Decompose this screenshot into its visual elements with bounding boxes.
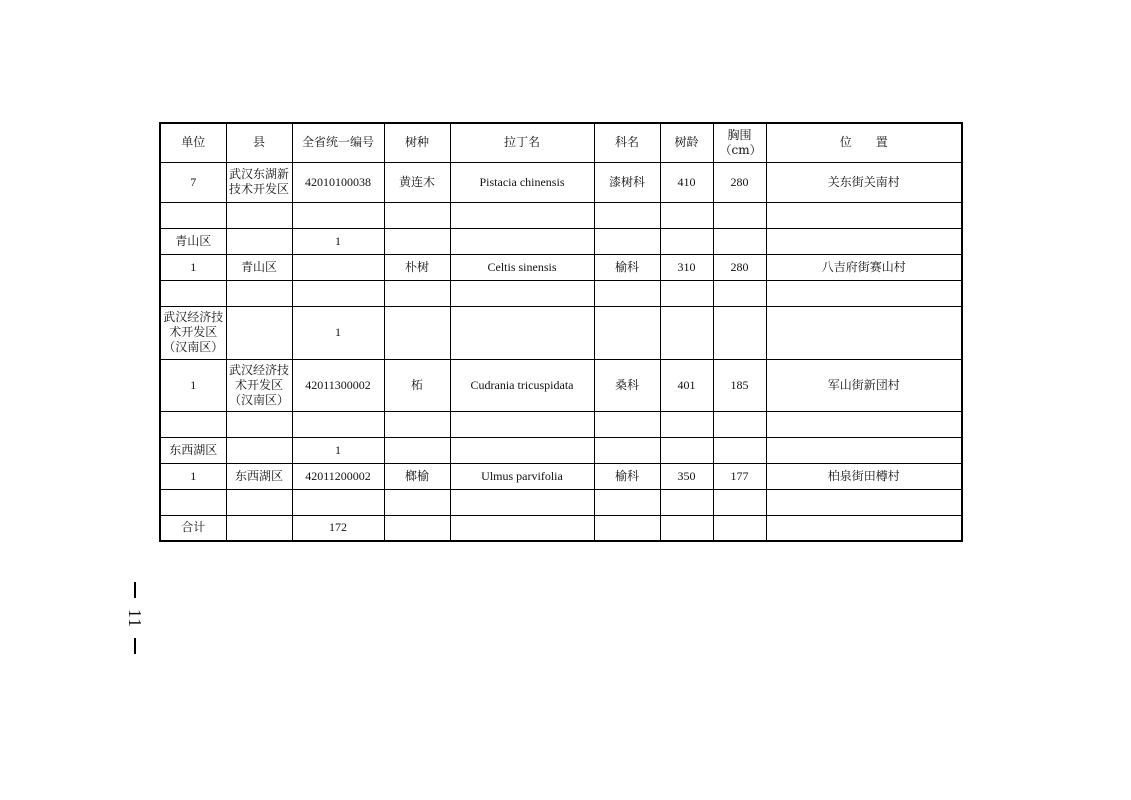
table-row: [160, 280, 962, 306]
cell-family: 榆科: [594, 463, 660, 489]
cell-latin-name: [450, 515, 594, 541]
cell-county: 武汉经济技术开发区（汉南区）: [226, 359, 292, 411]
cell-species: 榔榆: [384, 463, 450, 489]
cell-tree-age: [660, 280, 713, 306]
cell-total-count: 172: [292, 515, 384, 541]
cell-latin-name: [450, 437, 594, 463]
total-row: [160, 515, 962, 541]
header-row: [160, 123, 962, 162]
cell-location: [766, 515, 962, 541]
cell-location: [766, 411, 962, 437]
cell-latin-name: [450, 489, 594, 515]
cell-family: 漆树科: [594, 162, 660, 202]
cell-province-id: [292, 489, 384, 515]
cell-species: [384, 306, 450, 359]
page-number-digits: 11: [125, 608, 146, 628]
cell-girth: [713, 515, 766, 541]
cell-species: 柘: [384, 359, 450, 411]
table-row: [160, 228, 962, 254]
cell-county: [226, 489, 292, 515]
table-row: [160, 359, 962, 411]
cell-unit: [160, 489, 226, 515]
cell-family: [594, 489, 660, 515]
cell-province-id: 42010100038: [292, 162, 384, 202]
cell-species: [384, 280, 450, 306]
table-row: [160, 463, 962, 489]
cell-latin-name: Pistacia chinensis: [450, 162, 594, 202]
cell-location: [766, 228, 962, 254]
cell-location: 关东街关南村: [766, 162, 962, 202]
cell-location: [766, 280, 962, 306]
table-row: [160, 306, 962, 359]
page-number-dash-bottom: [134, 638, 136, 654]
cell-tree-age: [660, 411, 713, 437]
cell-family: [594, 515, 660, 541]
header-location: 位 置: [766, 123, 962, 162]
cell-unit: [160, 280, 226, 306]
table-row: [160, 254, 962, 280]
cell-province-id: [292, 411, 384, 437]
cell-province-id: [292, 202, 384, 228]
cell-county: [226, 228, 292, 254]
cell-county: [226, 306, 292, 359]
cell-girth: 280: [713, 254, 766, 280]
cell-species: 黄连木: [384, 162, 450, 202]
cell-latin-name: [450, 202, 594, 228]
old-tree-registry-table: [159, 122, 963, 542]
cell-unit: 东西湖区: [160, 437, 226, 463]
cell-county: [226, 202, 292, 228]
cell-province-id: [292, 254, 384, 280]
cell-latin-name: Celtis sinensis: [450, 254, 594, 280]
cell-girth: 280: [713, 162, 766, 202]
cell-location: 八吉府街赛山村: [766, 254, 962, 280]
cell-latin-name: Cudrania tricuspidata: [450, 359, 594, 411]
header-species: 树种: [384, 123, 450, 162]
cell-latin-name: Ulmus parvifolia: [450, 463, 594, 489]
cell-girth: [713, 411, 766, 437]
cell-girth: [713, 306, 766, 359]
cell-unit: 青山区: [160, 228, 226, 254]
cell-location: 柏泉街田樽村: [766, 463, 962, 489]
cell-tree-age: [660, 306, 713, 359]
cell-province-id: 42011200002: [292, 463, 384, 489]
cell-species: [384, 411, 450, 437]
header-family: 科名: [594, 123, 660, 162]
cell-latin-name: [450, 411, 594, 437]
cell-province-id: 1: [292, 306, 384, 359]
page-number-dash-top: [134, 582, 136, 598]
cell-girth: [713, 280, 766, 306]
header-girth: 胸围（cm）: [713, 123, 766, 162]
cell-location: [766, 202, 962, 228]
header-county: 县: [226, 123, 292, 162]
cell-county: [226, 411, 292, 437]
cell-family: [594, 437, 660, 463]
cell-unit: [160, 411, 226, 437]
cell-girth: [713, 202, 766, 228]
cell-species: [384, 489, 450, 515]
cell-tree-age: [660, 489, 713, 515]
cell-province-id: 1: [292, 228, 384, 254]
cell-tree-age: 401: [660, 359, 713, 411]
cell-family: [594, 228, 660, 254]
cell-family: 榆科: [594, 254, 660, 280]
table-row: [160, 437, 962, 463]
cell-tree-age: [660, 515, 713, 541]
cell-family: [594, 411, 660, 437]
cell-tree-age: [660, 437, 713, 463]
cell-latin-name: [450, 306, 594, 359]
cell-province-id: 1: [292, 437, 384, 463]
cell-location: [766, 489, 962, 515]
cell-species: [384, 228, 450, 254]
page-number: [118, 582, 152, 654]
cell-latin-name: [450, 228, 594, 254]
cell-tree-age: 410: [660, 162, 713, 202]
table-row: [160, 489, 962, 515]
cell-province-id: 42011300002: [292, 359, 384, 411]
cell-girth: [713, 437, 766, 463]
cell-county: [226, 280, 292, 306]
table-row: [160, 202, 962, 228]
cell-species: 朴树: [384, 254, 450, 280]
cell-species: [384, 202, 450, 228]
cell-species: [384, 437, 450, 463]
cell-family: 桑科: [594, 359, 660, 411]
cell-unit: 武汉经济技术开发区（汉南区）: [160, 306, 226, 359]
cell-girth: 185: [713, 359, 766, 411]
cell-family: [594, 280, 660, 306]
cell-girth: 177: [713, 463, 766, 489]
cell-tree-age: 310: [660, 254, 713, 280]
cell-location: [766, 306, 962, 359]
cell-county: 东西湖区: [226, 463, 292, 489]
cell-unit: 1: [160, 359, 226, 411]
cell-species: [384, 515, 450, 541]
cell-county: [226, 437, 292, 463]
header-unit: 单位: [160, 123, 226, 162]
table-row: [160, 162, 962, 202]
cell-county: 青山区: [226, 254, 292, 280]
cell-county: [226, 515, 292, 541]
cell-location: [766, 437, 962, 463]
cell-family: [594, 202, 660, 228]
cell-unit: 7: [160, 162, 226, 202]
cell-location: 军山街新団村: [766, 359, 962, 411]
cell-tree-age: 350: [660, 463, 713, 489]
cell-tree-age: [660, 228, 713, 254]
cell-unit: 1: [160, 254, 226, 280]
header-latin-name: 拉丁名: [450, 123, 594, 162]
cell-province-id: [292, 280, 384, 306]
header-tree-age: 树龄: [660, 123, 713, 162]
cell-latin-name: [450, 280, 594, 306]
cell-total-label: 合计: [160, 515, 226, 541]
cell-girth: [713, 489, 766, 515]
table-row: [160, 411, 962, 437]
cell-girth: [713, 228, 766, 254]
cell-unit: 1: [160, 463, 226, 489]
cell-tree-age: [660, 202, 713, 228]
cell-county: 武汉东湖新技术开发区: [226, 162, 292, 202]
header-province-id: 全省统一编号: [292, 123, 384, 162]
cell-unit: [160, 202, 226, 228]
cell-family: [594, 306, 660, 359]
